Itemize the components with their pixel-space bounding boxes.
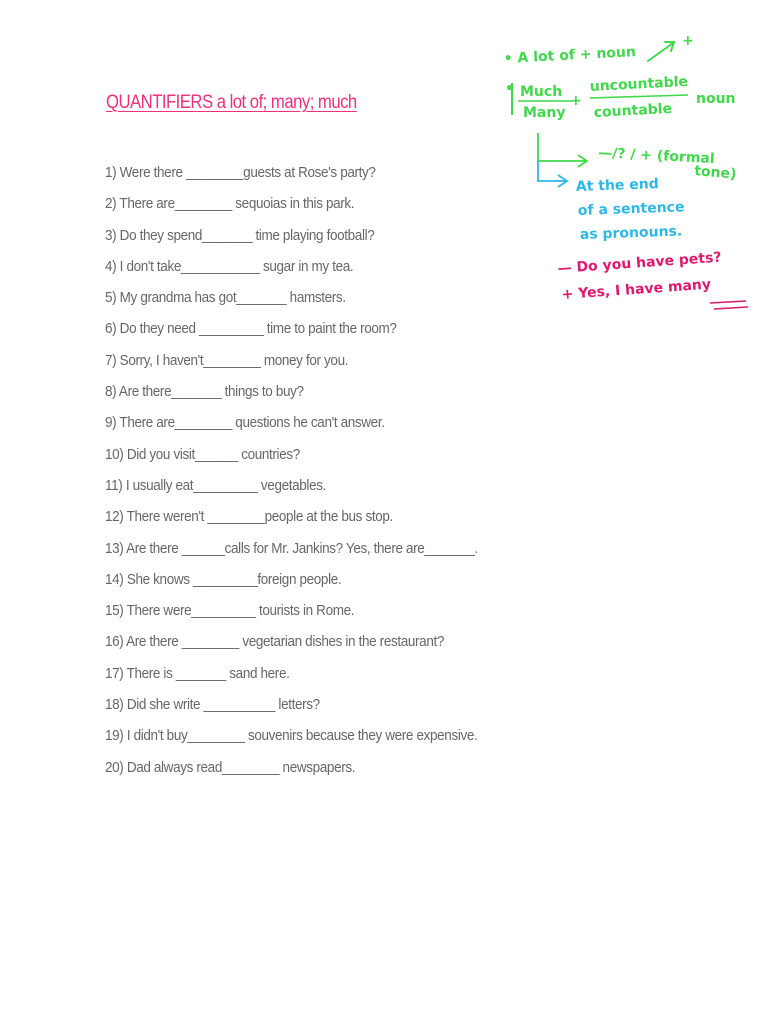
- question-item: 13) Are there ______calls for Mr. Jankins? Yes, there are_______.: [105, 539, 478, 557]
- note-end-2: of a sentence: [577, 199, 685, 219]
- worksheet-title: QUANTIFIERS a lot of; many; much: [106, 92, 357, 113]
- note-example-answer: + Yes, I have many: [561, 276, 712, 303]
- note-plus-sign: +: [682, 33, 694, 49]
- question-item: 12) There weren't ________people at the bus stop.: [105, 508, 393, 526]
- question-item: 18) Did she write __________ letters?: [105, 696, 320, 714]
- question-item: 10) Did you visit______ countries?: [105, 445, 300, 463]
- question-item: 14) She knows _________foreign people.: [105, 570, 342, 588]
- note-a-lot-of: • A lot of + noun: [503, 44, 637, 67]
- note-countable: countable: [593, 100, 673, 121]
- note-many: Many: [523, 105, 566, 121]
- note-plus-mid: +: [570, 93, 582, 109]
- question-list: [105, 162, 519, 788]
- underline-mark: [714, 307, 748, 309]
- question-item: 11) I usually eat_________ vegetables.: [105, 476, 327, 494]
- arrow-icon: [538, 133, 586, 161]
- question-item: 17) There is _______ sand here.: [105, 664, 290, 682]
- question-item: 1) Were there ________guests at Rose's party?: [105, 164, 376, 181]
- question-item: 5) My grandma has got_______ hamsters.: [105, 289, 346, 307]
- note-usage: —/? / + (formal: [597, 145, 716, 168]
- question-item: 19) I didn't buy________ souvenirs because they were expensive.: [105, 727, 478, 745]
- question-item: 4) I don't take___________ sugar in my tea.: [105, 257, 354, 275]
- note-uncountable: uncountable: [589, 73, 689, 95]
- note-end-1: At the end: [575, 176, 660, 195]
- question-item: 16) Are there ________ vegetarian dishes in the restaurant?: [105, 633, 445, 651]
- question-item: 9) There are________ questions he can't answer.: [105, 414, 385, 432]
- handwritten-notes: [490, 25, 765, 325]
- question-item: 20) Dad always read________ newspapers.: [105, 758, 356, 776]
- question-item: 2) There are________ sequoias in this park.: [105, 195, 355, 213]
- question-item: 8) Are there_______ things to buy?: [105, 383, 304, 401]
- question-item: 6) Do they need _________ time to paint the room?: [105, 320, 397, 338]
- note-example-question: — Do you have pets?: [557, 249, 723, 277]
- note-much: Much: [520, 84, 563, 100]
- question-item: 7) Sorry, I haven't________ money for you.: [105, 351, 349, 369]
- note-noun: noun: [696, 91, 736, 107]
- arrow-icon: [648, 43, 673, 61]
- underline-mark: [710, 301, 746, 303]
- note-end-3: as pronouns.: [579, 223, 683, 243]
- fraction-line: [590, 95, 688, 98]
- question-item: 15) There were_________ tourists in Rome.: [105, 602, 355, 620]
- note-tone: tone): [693, 163, 738, 183]
- question-item: 3) Do they spend_______ time playing football?: [105, 226, 375, 244]
- bullet-dot: •: [505, 81, 514, 97]
